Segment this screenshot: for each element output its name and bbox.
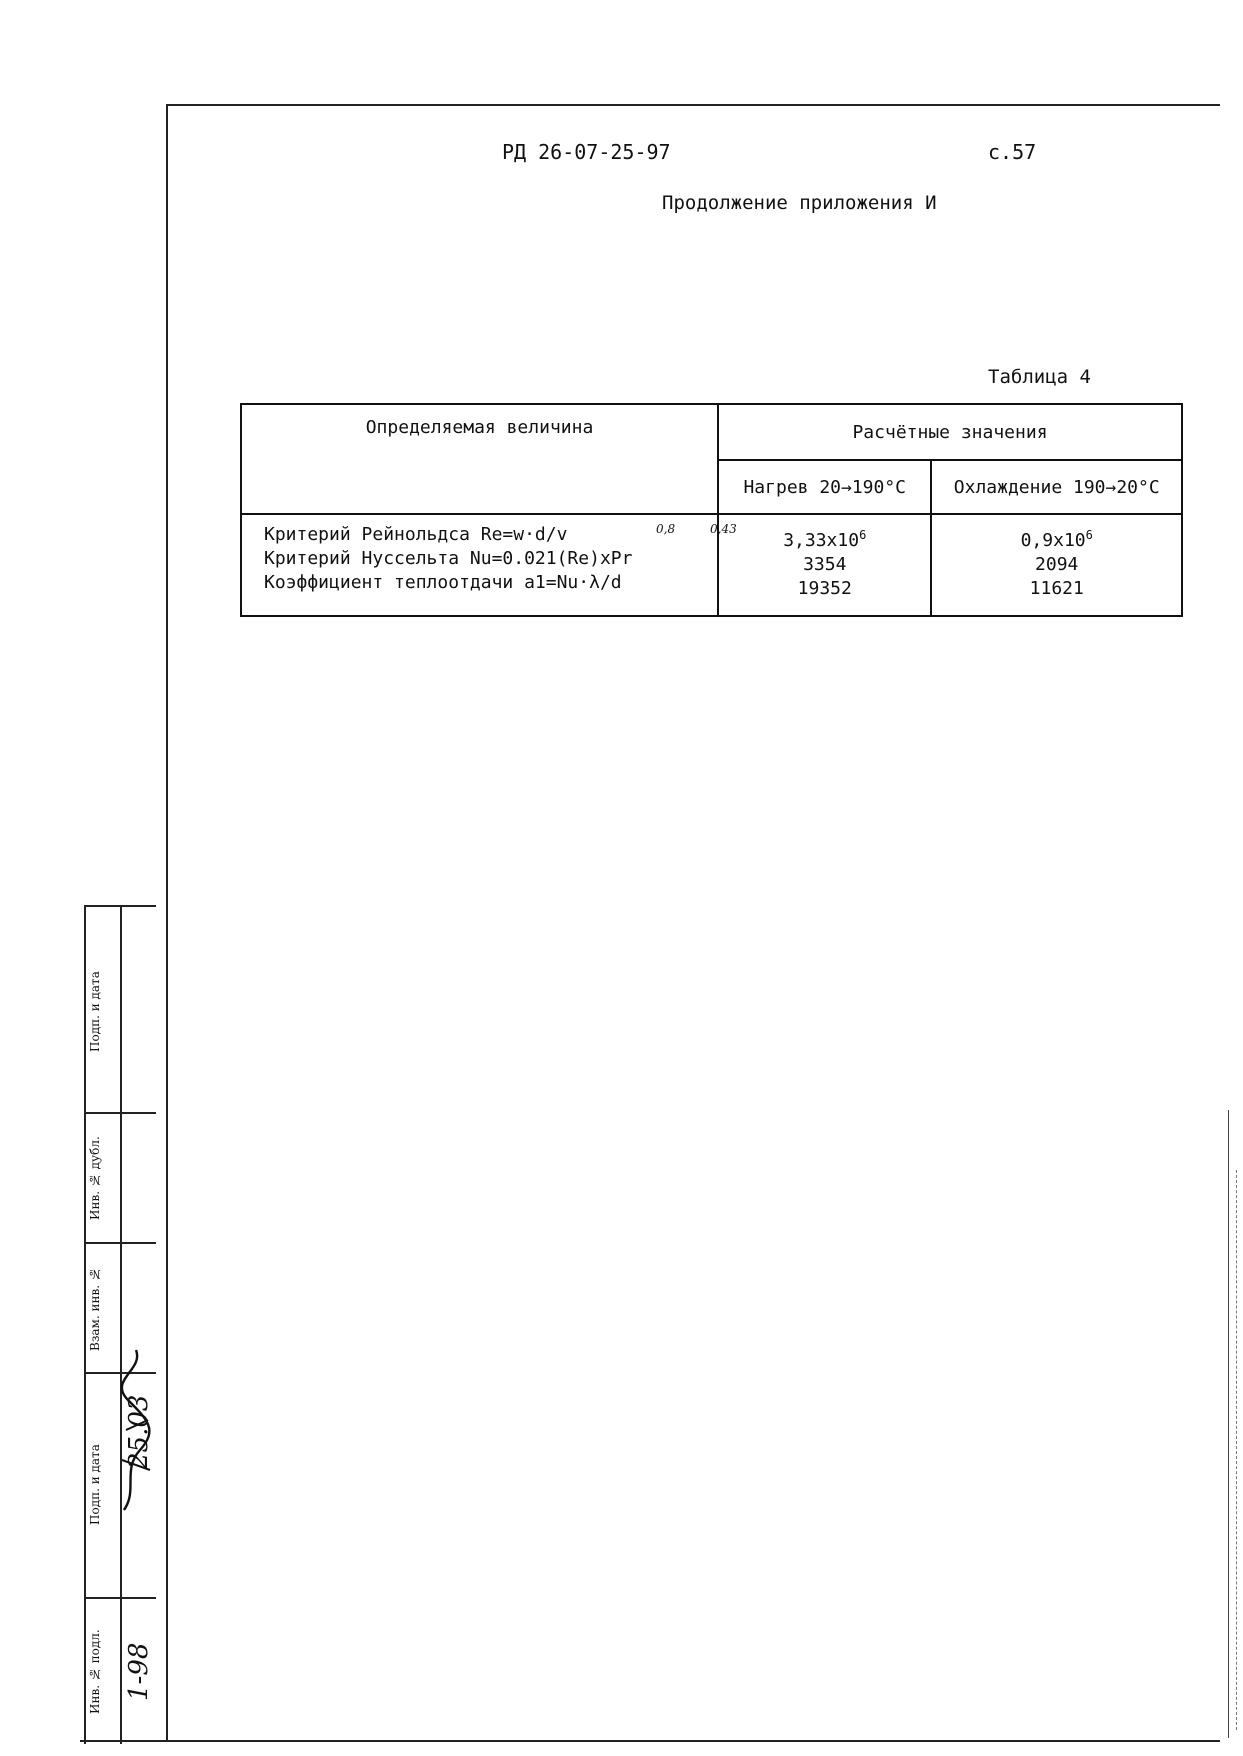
table-row-heat-transfer-param: Коэффициент теплоотдачи a1=Nu·λ/d (264, 572, 622, 593)
cooling-values-cell (931, 514, 1182, 616)
stamp-divider (86, 1112, 156, 1114)
stamp-label-original-inv: Инв. № подл. (88, 1629, 102, 1715)
appendix-continuation: Продолжение приложения И (662, 192, 937, 214)
column-header-cooling: Охлаждение 190→20°C (931, 460, 1182, 514)
stamp-divider (86, 1597, 156, 1599)
cooling-coefficient-value: 11621 (1029, 578, 1084, 599)
stamp-label-sign-date-1: Подп. и дата (88, 1444, 102, 1525)
heating-values-cell (718, 514, 931, 616)
stamp-column-divider (120, 907, 122, 1744)
heating-nusselt-value: 3354 (803, 554, 847, 575)
stamp-label-replacement-inv: Взам. инв. № (88, 1267, 102, 1352)
heating-coefficient-value: 19352 (797, 578, 852, 599)
parameter-cell (241, 514, 737, 616)
frame-bottom-border (80, 1740, 1220, 1742)
stamp-label-duplicate-inv: Инв. № дубл. (88, 1136, 102, 1220)
table-title: Таблица 4 (988, 366, 1091, 388)
stamp-divider (86, 1242, 156, 1244)
frame-left-border (166, 104, 168, 1742)
stamp-label-sign-date-2: Подп. и дата (88, 971, 102, 1053)
page-number: с.57 (988, 140, 1037, 164)
handwritten-inventory-number: 1-98 (124, 1642, 154, 1702)
column-header-calculated-values: Расчётные значения (718, 404, 1182, 460)
cooling-nusselt-value: 2094 (1035, 554, 1079, 575)
column-header-parameter: Определяемая величина (241, 404, 718, 514)
table-row-reynolds-param (264, 522, 737, 547)
annotation-pr-exponent: 0,43 (710, 522, 737, 536)
frame-right-border (1228, 1110, 1229, 1738)
results-table (240, 403, 1183, 617)
table-row-nusselt-param: Критерий Нуссельта Nu=0.021(Re)xPr (264, 548, 633, 569)
frame-top-border (166, 104, 1220, 106)
heating-reynolds-exponent: 6 (859, 528, 867, 542)
side-stamp (84, 905, 156, 1744)
cooling-reynolds-value: $0,9x10^6$ (1020, 528, 1093, 551)
annotation-re-exponent: 0,8 (656, 522, 676, 536)
handwritten-signature (118, 1340, 154, 1520)
column-header-heating: Нагрев 20→190°C (718, 460, 931, 514)
cooling-reynolds-exponent: 6 (1085, 528, 1093, 542)
frame-right-dashed-border (1236, 1170, 1237, 1730)
handwritten-date: 25.03 (124, 1394, 154, 1470)
document-code: РД 26-07-25-97 (502, 140, 671, 164)
heating-reynolds-value: $3,33x10^6$ (783, 528, 867, 551)
reynolds-formula: Критерий Рейнольдса Re=w·d/v (264, 524, 568, 545)
